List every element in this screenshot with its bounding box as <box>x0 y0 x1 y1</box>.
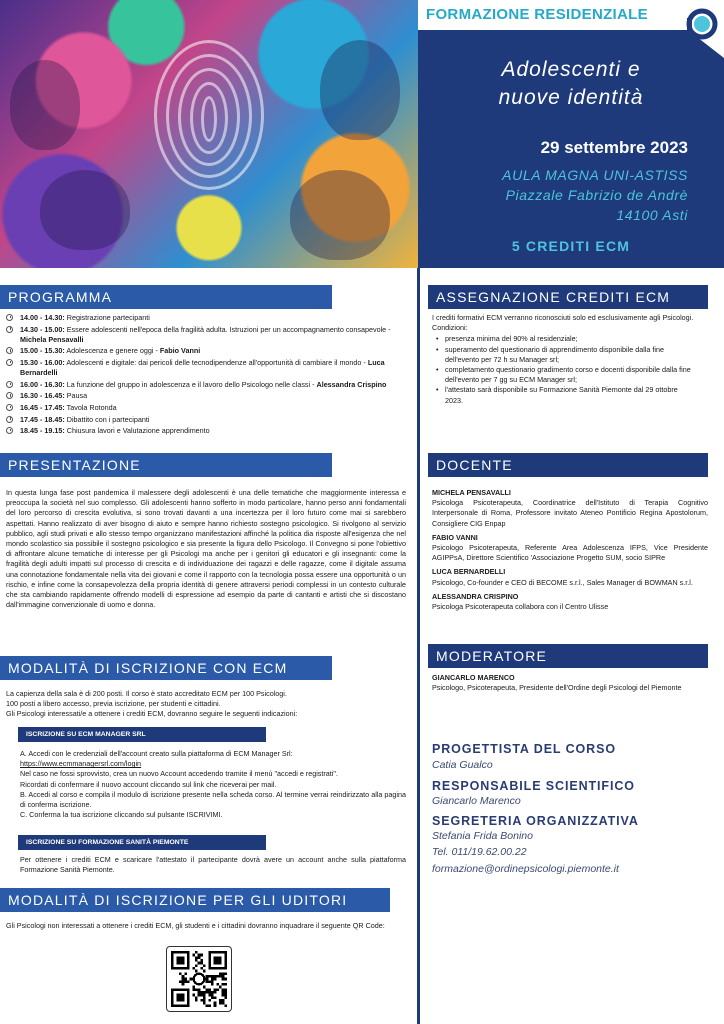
crediti-text <box>432 313 694 406</box>
segreteria-tel: Tel. 011/19.62.00.22 <box>432 846 527 858</box>
step-b: B. Accedi al corso e compila il modulo di iscrizione presente nella scheda corso. Al termine verrai reindirizzato alla pagina di conferma iscrizione. <box>20 789 406 810</box>
programma-time: 16.00 - 16.30: <box>20 379 65 389</box>
event-title <box>418 56 724 112</box>
programma-text: Adolescenza e genere oggi - <box>66 346 160 356</box>
programma-speaker: Michela Pensavalli <box>20 334 84 344</box>
uditori-text: Gli Psicologi non interessati a ottenere i crediti ECM, gli studenti e i cittadini dovranno inquadrare il seguente QR Code: <box>6 921 385 930</box>
programma-text: Dibattito con i partecipanti <box>66 414 150 424</box>
docente-bio: Psicologa Psicoterapeuta collabora con il Centro Ulisse <box>432 602 609 612</box>
programma-item <box>6 325 410 345</box>
event-venue <box>502 165 688 225</box>
qr-code-pattern <box>171 951 227 1007</box>
programma-time: 16.30 - 16.45: <box>20 391 65 401</box>
moderatore-block <box>432 673 708 693</box>
docente-bio: Psicologa Psicoterapeuta, Coordinatrice dell'Istituto di Terapia Cognitivo Interpersonale di Roma, Professore invitato Ateneo Pontificio Regina Apostolorum, Consigliere CIG Enpap <box>432 498 708 528</box>
responsabile-label: RESPONSABILE SCIENTIFICO <box>432 779 635 793</box>
programma-time: 18.45 - 19.15: <box>20 426 65 436</box>
step-c: C. Conferma la tua iscrizione cliccando sul pulsante ISCRIVIMI. <box>20 810 223 820</box>
clock-icon <box>6 404 13 411</box>
programma-list <box>6 313 410 438</box>
programma-time: 14.30 - 15.00: <box>20 324 65 334</box>
subheading-ecm-manager: ISCRIZIONE SU ECM MANAGER SRL <box>18 727 266 742</box>
programma-item <box>6 415 410 425</box>
programma-text: Chiusura lavori e Valutazione apprendimento <box>66 426 210 436</box>
docente-name: MICHELA PENSAVALLI <box>432 488 511 497</box>
step-a-confirm: Ricordati di confermare il nuovo account cliccando sul link che riceverai per mail. <box>20 779 277 789</box>
programma-time: 17.45 - 18.45: <box>20 414 65 424</box>
ecm-manager-login-link[interactable]: https://www.ecmmanagersrl.com/login <box>20 759 142 769</box>
programma-item <box>6 403 410 413</box>
programma-item <box>6 313 410 323</box>
title-line: Adolescenti e <box>501 58 641 81</box>
progettista-name: Catia Gualco <box>432 759 493 771</box>
moderatore-name: GIANCARLO MARENCO <box>432 673 515 682</box>
crediti-condition: • completamento questionario gradimento corso e docenti disponibile dalla fine dell'evento per 7 gg su ECM Manager srl; <box>432 365 694 385</box>
programma-item <box>6 346 410 356</box>
presentazione-text: In questa lunga fase post pandemica il malessere degli adolescenti è una delle tematiche che maggiormente interessa e preoccupa la società nel suo complesso. Gli adolescenti hanno sofferto in modo particolare, hanno perso anni fondamentali del loro percorso di crescita evolutiva, si sono trovati davanti a una incertezza per il loro futuro come mai si sarebbero aspettati. Hanno realizzato di aver bisogno di aiuto e sempre hanno richiesto sostegno psicologico. Si rivolgono al servizio pubblico, agli studi privati e allo stesso tempo organizzano manifestazioni affinché la politica dia risposte all'esigenza che nel mondo scolastico sia possibile il sostegno psicologico e sia presente la figura dello Psicologo. Il Convegno si pone l'obiettivo di affrontare alcune tematiche di interesse per gli Psicologi ma anche per i genitori gli educatori e gli insegnanti: come la fragilità degli adulti impatti sul processo di crescita e di individuazione dei ragazzi e delle ragazze, come il digitale assuma una connotazione fondamentale nella vita dei giovani e come il rapporto con la tecnologia possa essere una opportunità o un rischio, e infine come la consapevolezza della propria identità di genere attraversi periodi complessi in un contesto culturale che sta cambiando rapidamente offrendo modelli di espressione ad esempio da parte di cantanti e artisti che si discostano dall'immagine convenzionale di uomo e donna. <box>6 488 406 610</box>
event-date: 29 settembre 2023 <box>540 138 688 157</box>
clock-icon <box>6 359 13 366</box>
face-silhouette <box>40 170 130 250</box>
ecm-credits: 5 CREDITI ECM <box>511 238 631 254</box>
segreteria-email[interactable]: formazione@ordinepsicologi.piemonte.it <box>432 863 619 875</box>
subheading-formazione-sanita: ISCRIZIONE SU FORMAZIONE SANITÀ PIEMONTE <box>18 835 266 850</box>
segreteria-name: Stefania Frida Bonino <box>432 830 533 842</box>
crediti-condition: • l'attestato sarà disponibile su Formazione Sanità Piemonte dal 29 ottobre 2023. <box>432 385 694 405</box>
docente-name: ALESSANDRA CRISPINO <box>432 591 519 601</box>
face-silhouette <box>320 40 400 140</box>
moderatore-bio: Psicologo, Psicoterapeuta, Presidente dell'Ordine degli Psicologi del Piemonte <box>432 683 682 693</box>
programma-time: 15.30 - 16.00: <box>20 357 65 367</box>
programma-speaker: Luca Bernardelli <box>20 357 385 378</box>
crediti-conditions-label: Condizioni: <box>432 323 468 333</box>
iscrizione-ecm-intro <box>6 689 410 720</box>
venue-line: AULA MAGNA UNI-ASTISS <box>502 167 688 183</box>
progettista-label: PROGETTISTA DEL CORSO <box>432 742 616 756</box>
intro-line: 100 posti a libero accesso, previa iscrizione, per studenti e cittadini. <box>6 699 221 709</box>
docente-bio: Psicologo Psicoterapeuta, Referente Area Adolescenza IFPS, Vice Presidente AGIPPsA, Direttore Scientifico 'Associazione Progetto SUM, socio SIPRe <box>432 543 708 563</box>
face-silhouette <box>290 170 390 260</box>
hero-panel <box>418 0 724 268</box>
column-divider <box>417 268 420 1024</box>
venue-line: Piazzale Fabrizio de Andrè <box>505 187 688 203</box>
docente-name: FABIO VANNI <box>432 532 478 542</box>
section-heading-iscrizione-ecm: MODALITÀ DI ISCRIZIONE CON ECM <box>0 656 332 680</box>
programma-item <box>6 426 410 436</box>
venue-line: 14100 Asti <box>616 207 688 223</box>
clock-icon <box>6 347 13 354</box>
ordine-psicologi-logo-icon <box>676 8 720 54</box>
clock-icon <box>6 381 13 388</box>
section-heading-presentazione: PRESENTAZIONE <box>0 453 332 477</box>
section-heading-iscrizione-uditori: MODALITÀ DI ISCRIZIONE PER GLI UDITORI <box>0 888 390 912</box>
segreteria-label: SEGRETERIA ORGANIZZATIVA <box>432 814 639 828</box>
programma-item <box>6 391 410 401</box>
clock-icon <box>6 326 13 333</box>
crediti-condition: • superamento del questionario di apprendimento disponibile dalla fine dell'evento per 72 h su Manager srl; <box>432 345 694 365</box>
clock-icon <box>6 392 13 399</box>
programma-text: Essere adolescenti nell'epoca della fragilità adulta. Istruzioni per un accompagnamento consapevole - <box>66 324 391 334</box>
step-a-note: Nel caso ne fossi sprovvisto, crea un nuovo Account accedendo tramite il menù "accedi e registrati". <box>20 769 338 779</box>
docente-list <box>432 488 708 612</box>
section-heading-programma: PROGRAMMA <box>0 285 332 309</box>
crediti-condition: • presenza minima del 90% al residenziale; <box>432 334 694 344</box>
hero-image <box>0 0 418 268</box>
section-heading-crediti: ASSEGNAZIONE CREDITI ECM <box>428 285 708 309</box>
programma-speaker: Fabio Vanni <box>159 346 201 356</box>
docente-bio: Psicologo, Co-founder e CEO di BECOME s.r.l., Sales Manager di BOWMAN s.r.l. <box>432 577 693 587</box>
programma-speaker: Alessandra Crispino <box>316 379 387 389</box>
programma-text: Pausa <box>66 391 88 401</box>
responsabile-name: Giancarlo Marenco <box>432 795 521 807</box>
programma-text: Adolescenti e digitale: dai pericoli delle tecnodipendenze all'opportunità di cambiare il mondo - <box>66 357 368 367</box>
programma-text: La funzione del gruppo in adolescenza e il lavoro dello Psicologo nelle classi - <box>66 379 317 389</box>
crediti-intro: I crediti formativi ECM verranno riconosciuti solo ed esclusivamente agli Psicologi. <box>432 313 694 322</box>
qr-code-icon[interactable] <box>166 946 232 1012</box>
programma-text: Registrazione partecipanti <box>66 313 150 322</box>
clock-icon <box>6 427 13 434</box>
programma-text: Tavola Rotonda <box>66 402 117 412</box>
programma-item <box>6 380 410 390</box>
programma-time: 16.45 - 17.45: <box>20 402 65 412</box>
step-a: A. Accedi con le credenziali dell'account creato sulla piattaforma di ECM Manager Srl: <box>20 749 293 758</box>
clock-icon <box>6 416 13 423</box>
intro-line: La capienza della sala è di 200 posti. Il corso è stato accreditato ECM per 100 Psicologi. <box>6 689 287 698</box>
docente-name: LUCA BERNARDELLI <box>432 567 506 577</box>
ecm-manager-steps <box>20 749 406 820</box>
section-heading-docente: DOCENTE <box>428 453 708 477</box>
programma-time: 15.00 - 15.30: <box>20 346 65 356</box>
formazione-sanita-text: Per ottenere i crediti ECM e scaricare l'attestato il partecipante dovrà avere un account anche sulla piattaforma Formazione Sanità Piemonte. <box>20 855 406 875</box>
programma-item <box>6 358 410 378</box>
face-silhouette <box>10 60 80 150</box>
clock-icon <box>6 314 13 321</box>
title-line: nuove identità <box>498 86 644 109</box>
programma-time: 14.00 - 14.30: <box>20 313 65 322</box>
intro-line: Gli Psicologi interessati/e a ottenere i crediti ECM, dovranno seguire le seguenti indicazioni: <box>6 709 298 719</box>
course-type: FORMAZIONE RESIDENZIALE <box>426 6 648 23</box>
section-heading-moderatore: MODERATORE <box>428 644 708 668</box>
